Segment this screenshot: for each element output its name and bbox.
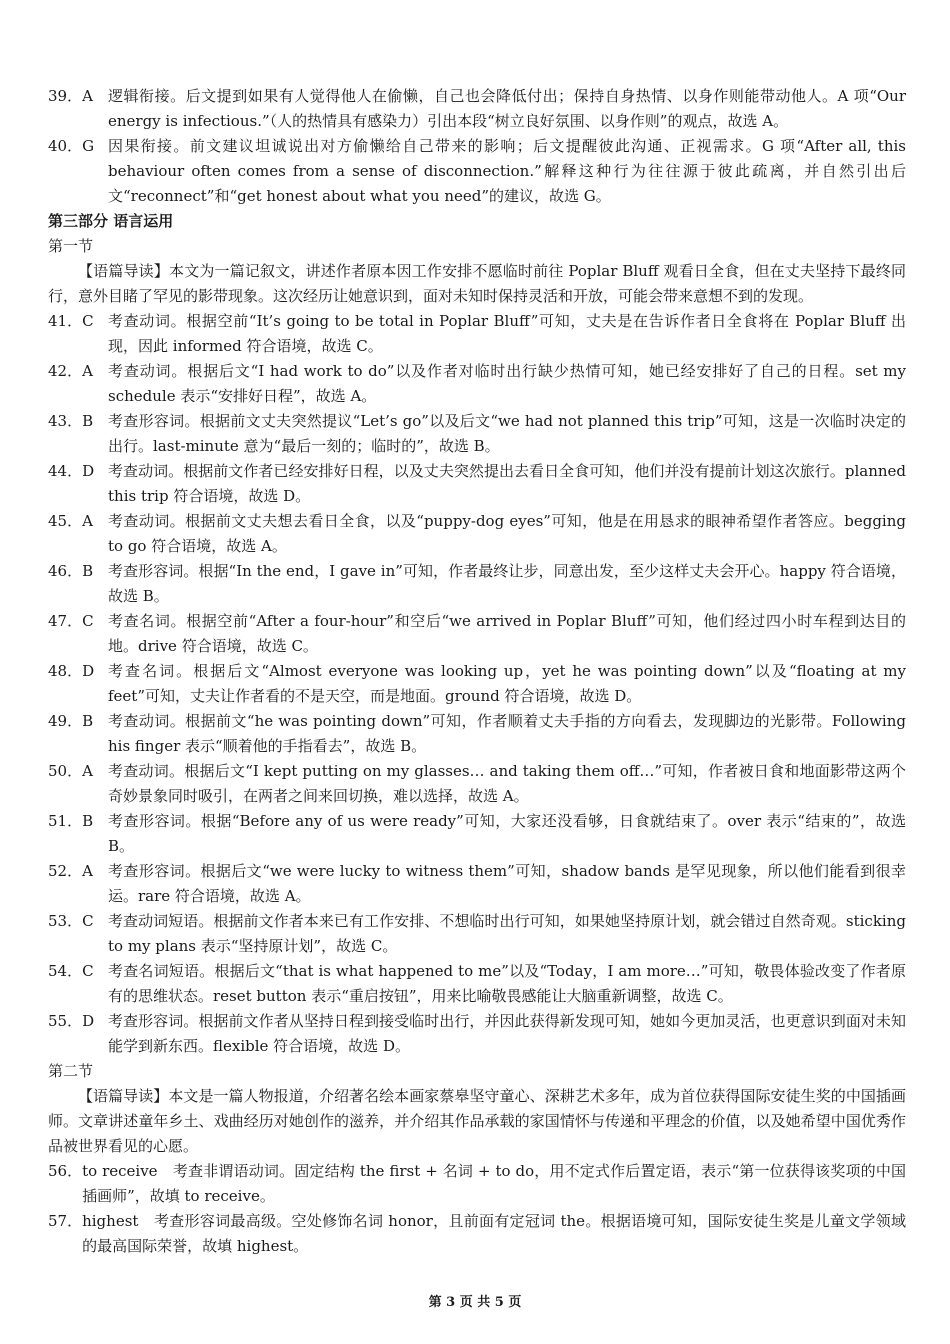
answer-number: 51．B xyxy=(48,812,94,830)
answer-explanation: 考查动词。根据前文作者已经安排好日程，以及丈夫突然提出去看日全食可知，他们并没有提前计划这次旅行。planned this trip 符合语境，故选 D。 xyxy=(108,462,906,505)
page-footer: 第 3 页 共 5 页 xyxy=(428,1295,522,1310)
answer-item xyxy=(48,134,906,209)
answer-explanation: 考查名词。根据后文“Almost everyone was looking up，yet he was pointing down”以及“floating at my feet”可知，丈夫让作者看的不是天空，而是地面。ground 符合语境，故选 D。 xyxy=(108,662,906,705)
answer-item xyxy=(48,659,906,709)
answer-item xyxy=(48,509,906,559)
answer-list-section1 xyxy=(48,309,906,1059)
answer-number: 45．A xyxy=(48,512,93,530)
answer-item xyxy=(48,1009,906,1059)
answer-number: 57． xyxy=(48,1212,83,1230)
answer-number: 47．C xyxy=(48,612,94,630)
answer-explanation: 考查名词短语。根据后文“that is what happened to me”以及“Today，I am more…”可知，敬畏体验改变了作者原有的思维状态。reset button 表示“重启按钮”，用来比喻敬畏感能让大脑重新调整，故选 C。 xyxy=(108,962,906,1005)
answer-number: 50．A xyxy=(48,762,93,780)
answer-item xyxy=(48,459,906,509)
answer-explanation: to receive 考查非谓语动词。固定结构 the first + 名词 + to do，用不定式作后置定语，表示“第一位获得该奖项的中国插画师”，故填 to receive。 xyxy=(82,1162,906,1205)
answer-number: 41．C xyxy=(48,312,94,330)
answer-number: 52．A xyxy=(48,862,93,880)
answer-item xyxy=(48,959,906,1009)
answer-number: 40．G xyxy=(48,137,95,155)
answer-number: 46．B xyxy=(48,562,94,580)
answer-page xyxy=(48,84,906,1259)
answer-number: 49．B xyxy=(48,712,94,730)
answer-list-section2 xyxy=(48,1159,906,1259)
answer-explanation: 考查动词。根据前文“he was pointing down”可知，作者顺着丈夫手指的方向看去，发现脚边的光影带。Following his finger 表示“顺着他的手指看去”，故选 B。 xyxy=(108,712,906,755)
answer-explanation: 考查形容词。根据后文“we were lucky to witness them”可知，shadow bands 是罕见现象，所以他们能看到很幸运。rare 符合语境，故选 A。 xyxy=(108,862,906,905)
answer-explanation: 考查形容词。根据“Before any of us were ready”可知，大家还没看够，日食就结束了。over 表示“结束的”，故选 B。 xyxy=(108,812,906,855)
section1-label: 第一节 xyxy=(48,237,94,255)
answer-item xyxy=(48,609,906,659)
answer-explanation: highest 考查形容词最高级。空处修饰名词 honor，且前面有定冠词 the。根据语境可知，国际安徒生奖是儿童文学领域的最高国际荣誉，故填 highest。 xyxy=(82,1212,906,1255)
answer-item xyxy=(48,859,906,909)
answer-item xyxy=(48,309,906,359)
answer-explanation: 考查名词。根据空前“After a four-hour”和空后“we arrived in Poplar Bluff”可知，他们经过四小时车程到达目的地。drive 符合语境，故选 C。 xyxy=(108,612,906,655)
section2-label: 第二节 xyxy=(48,1062,94,1080)
answer-item xyxy=(48,709,906,759)
answer-item xyxy=(48,1209,906,1259)
answer-item xyxy=(48,909,906,959)
answer-item xyxy=(48,84,906,134)
answer-item xyxy=(48,409,906,459)
answer-number: 48．D xyxy=(48,662,95,680)
answer-explanation: 考查动词。根据空前“It’s going to be total in Poplar Bluff”可知，丈夫是在告诉作者日全食将在 Poplar Bluff 出现，因此 informed 符合语境，故选 C。 xyxy=(108,312,906,355)
answer-explanation: 考查动词。根据前文丈夫想去看日全食，以及“puppy-dog eyes”可知，他是在用恳求的眼神希望作者答应。begging to go 符合语境，故选 A。 xyxy=(108,512,906,555)
section2-guide: 【语篇导读】本文是一篇人物报道，介绍著名绘本画家蔡皋坚守童心、深耕艺术多年，成为首位获得国际安徒生奖的中国插画师。文章讲述童年乡土、戏曲经历对她创作的滋养，并介绍其作品承载的家国情怀与传递和平理念的价值，以及她希望中国优秀作品被世界看见的心愿。 xyxy=(48,1087,906,1155)
answer-item xyxy=(48,1159,906,1209)
answer-explanation: 考查形容词。根据“In the end，I gave in”可知，作者最终让步，同意出发，至少这样丈夫会开心。happy 符合语境，故选 B。 xyxy=(108,562,906,605)
answer-item xyxy=(48,559,906,609)
answer-explanation: 逻辑衔接。后文提到如果有人觉得他人在偷懒，自己也会降低付出；保持自身热情、以身作则能带动他人。A 项“Our energy is infectious.”（人的热情具有感染力）引出本段“树立良好氛围、以身作则”的观点，故选 A。 xyxy=(108,87,906,130)
answer-number: 56． xyxy=(48,1162,83,1180)
answer-number: 44．D xyxy=(48,462,95,480)
answer-number: 54．C xyxy=(48,962,94,980)
answer-explanation: 考查动词短语。根据前文作者本来已有工作安排、不想临时出行可知，如果她坚持原计划，就会错过自然奇观。sticking to my plans 表示“坚持原计划”，故选 C。 xyxy=(108,912,906,955)
answer-number: 42．A xyxy=(48,362,93,380)
answer-item xyxy=(48,809,906,859)
answer-explanation: 考查动词。根据后文“I had work to do”以及作者对临时出行缺少热情可知，她已经安排好了自己的日程。set my schedule 表示“安排好日程”，故选 A。 xyxy=(108,362,906,405)
answer-list-top xyxy=(48,84,906,209)
answer-item xyxy=(48,359,906,409)
section1-guide: 【语篇导读】本文为一篇记叙文，讲述作者原本因工作安排不愿临时前往 Poplar Bluff 观看日全食，但在丈夫坚持下最终同行，意外目睹了罕见的影带现象。这次经历让她意识到，面对未知时保持灵活和开放，可能会带来意想不到的发现。 xyxy=(48,262,906,305)
part3-heading: 第三部分 语言运用 xyxy=(48,212,174,230)
answer-number: 39．A xyxy=(48,87,93,105)
answer-explanation: 考查动词。根据后文“I kept putting on my glasses… and taking them off…”可知，作者被日食和地面影带这两个奇妙景象同时吸引，在两者之间来回切换，难以选择，故选 A。 xyxy=(108,762,906,805)
answer-item xyxy=(48,759,906,809)
answer-number: 43．B xyxy=(48,412,94,430)
answer-explanation: 因果衔接。前文建议坦诚说出对方偷懒给自己带来的影响；后文提醒彼此沟通、正视需求。G 项“After all, this behaviour often comes from a sense of disconnection.”解释这种行为往往源于彼此疏离，并自然引出后文“reconnect”和“get honest about what you need”的建议，故选 G。 xyxy=(108,137,906,205)
answer-explanation: 考查形容词。根据前文丈夫突然提议“Let’s go”以及后文“we had not planned this trip”可知，这是一次临时决定的出行。last-minute 意为“最后一刻的；临时的”，故选 B。 xyxy=(108,412,906,455)
answer-explanation: 考查形容词。根据前文作者从坚持日程到接受临时出行，并因此获得新发现可知，她如今更加灵活，也更意识到面对未知能学到新东西。flexible 符合语境，故选 D。 xyxy=(108,1012,906,1055)
answer-number: 55．D xyxy=(48,1012,95,1030)
answer-number: 53．C xyxy=(48,912,94,930)
